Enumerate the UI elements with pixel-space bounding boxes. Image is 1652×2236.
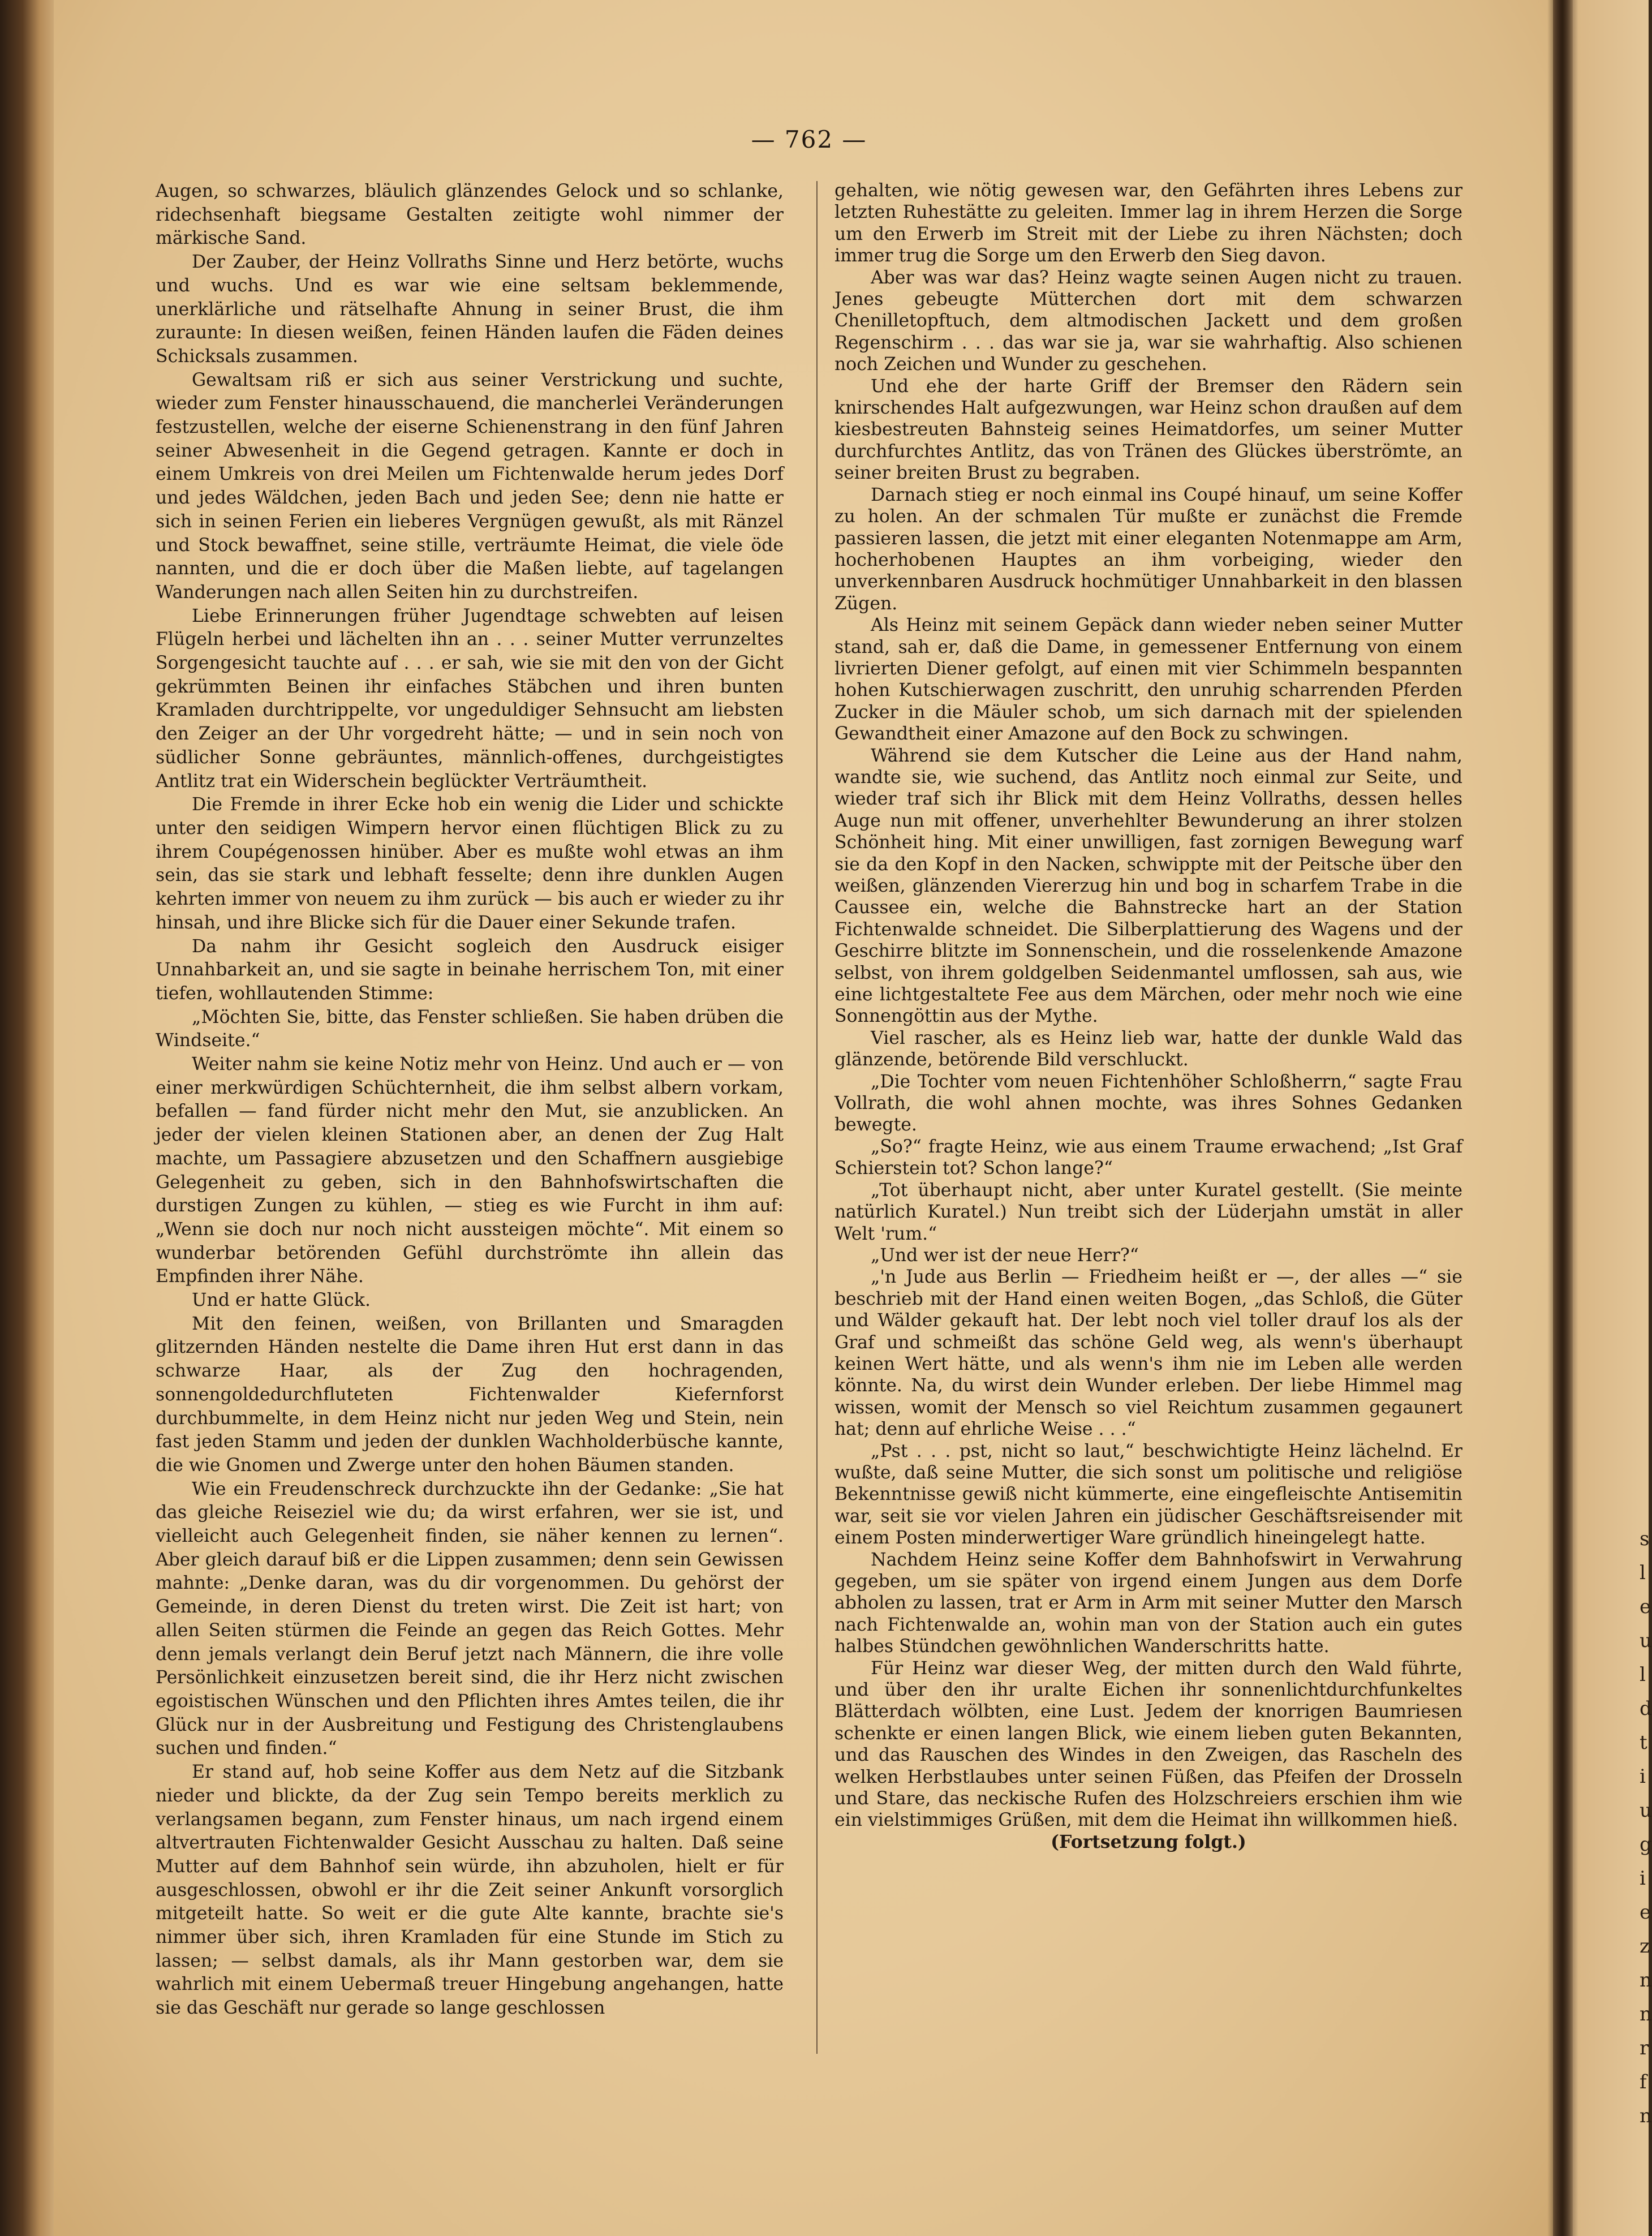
- article-paragraph: Mit den feinen, weißen, von Brillanten und Smaragden glitzernden Händen nestelte die Dame ihren Hut erst dann in das schwarze Haar, als der Zug den hochragenden, sonnengoldedurchfluteten Fichtenwalder Kiefernforst durchbummelte, in dem Heinz nicht nur jeden Weg und Stein, nein fast jeden Stamm und jeden der dunklen Wachholderbüsche kannte, die wie Gnomen und Zwerge unter den hohen Bäumen standen.: [156, 1313, 784, 1476]
- article-paragraph: Da nahm ihr Gesicht sogleich den Ausdruck eisiger Unnahbarkeit an, und sie sagte in beinahe herrischem Ton, mit einer tiefen, wohllautenden Stimme:: [156, 936, 784, 1004]
- column-divider: [816, 181, 818, 2054]
- article-paragraph: „So?“ fragte Heinz, wie aus einem Traume erwachend; „Ist Graf Schierstein tot? Schon lange?“: [834, 1136, 1462, 1179]
- edge-letter: d: [1640, 1697, 1652, 1720]
- edge-letter: n: [1640, 2105, 1652, 2127]
- article-paragraph: Während sie dem Kutscher die Leine aus der Hand nahm, wandte sie, wie suchend, das Antlitz noch einmal zur Seite, und wieder traf sich ihr Blick mit dem Heinz Vollraths, dessen helles Auge nun mit offener, unverhehlter Bewunderung an ihrer stolzen Schönheit hing. Mit einer unwilligen, fast zornigen Bewegung warf sie da den Kopf in den Nacken, schwippte mit der Peitsche über den weißen, glänzenden Viererzug hin und bog in scharfem Trabe in die Caussee ein, welche die Bahnstrecke hart an der Station Fichtenwalde schneidet. Die Silberplattierung des Wagens und der Geschirre blitzte im Sonnenschein, und die rosselenkende Amazone selbst, von ihrem goldgelben Seidenmantel umflossen, sah aus, wie eine lichtgestaltete Fee aus dem Märchen, oder mehr noch wie eine Sonnengöttin aus der Mythe.: [834, 745, 1462, 1027]
- continuation-notice: (Fortsetzung folgt.): [1051, 1831, 1246, 1852]
- edge-letter: r: [1640, 2037, 1649, 2059]
- article-paragraph: Wie ein Freudenschreck durchzuckte ihn der Gedanke: „Sie hat das gleiche Reiseziel wie du; da wirst erfahren, wer sie ist, und vielleicht auch Gelegenheit finden, sie näher kennen zu lernen“. Aber gleich darauf biß er die Lippen zusammen; denn sein Gewissen mahnte: „Denke daran, was du dir vorgenommen. Du gehörst der Gemeinde, in deren Dienst du treten wirst. Die Zeit ist hart; von allen Seiten stürmen die Feinde an gegen das Reich Gottes. Mehr denn jemals verlangt dein Beruf jetzt nach Männern, die ihre volle Persönlichkeit einzusetzen bereit sind, die ihr Herz nicht zwischen egoistischen Wünschen und den Pflichten ihres Amtes teilen, die ihr Glück nur in der Ausbreitung und Festigung des Christenglaubens suchen und finden.“: [156, 1478, 784, 1759]
- edge-letter: u: [1640, 1629, 1652, 1652]
- article-paragraph: Die Fremde in ihrer Ecke hob ein wenig die Lider und schickte unter den seidigen Wimpern hervor einen flüchtigen Blick zu zu ihrem Coupégenossen hinüber. Aber es mußte wohl etwas an ihm sein, das sie stark und lebhaft fesselte; denn ihre dunklen Augen kehrten immer von neuem zu ihm zurück — bis auch er wieder zu ihr hinsah, und ihre Blicke sich für die Dauer einer Sekunde trafen.: [156, 794, 784, 933]
- article-paragraph: „'n Jude aus Berlin — Friedheim heißt er —, der alles —“ sie beschrieb mit der Hand einen weiten Bogen, „das Schloß, die Güter und Wälder gekauft hat. Der lebt noch viel toller drauf los als der Graf und schmeißt das schöne Geld weg, als wenn's überhaupt keinen Wert hätte, und als wenn's ihm nie im Leben alle werden könnte. Na, du wirst dein Wunder erleben. Der liebe Himmel mag wissen, womit der Mensch so viel Reichtum zusammen gegaunert hat; denn auf ehrliche Weise . . .“: [834, 1267, 1462, 1440]
- article-paragraph: Der Zauber, der Heinz Vollraths Sinne und Herz betörte, wuchs und wuchs. Und es war wie eine seltsam beklemmende, unerklärliche und rätselhafte Ahnung in seiner Brust, die ihm zuraunte: In diesen weißen, feinen Händen laufen die Fäden deines Schicksals zusammen.: [156, 252, 784, 367]
- left-column: [156, 180, 784, 2020]
- article-paragraph: Augen, so schwarzes, bläulich glänzendes Gelock und so schlanke, ridechsenhaft biegsame Gestalten zeitigte wohl nimmer der märkische Sand.: [156, 181, 784, 249]
- edge-letter: f: [1640, 2071, 1647, 2093]
- edge-letter: l: [1640, 1663, 1646, 1686]
- edge-letter: n: [1640, 2003, 1652, 2026]
- article-paragraph: Und ehe der harte Griff der Bremser den Rädern sein knirschendes Halt aufgezwungen, war Heinz schon draußen auf dem kiesbestreuten Bahnsteig seines Heimatdorfes, um seiner Mutter durchfurchtes Antlitz, das von Tränen des Glückes überströmte, an seiner breiten Brust zu begraben.: [834, 376, 1462, 484]
- right-column: [834, 180, 1462, 1853]
- article-paragraph: Aber was war das? Heinz wagte seinen Augen nicht zu trauen. Jenes gebeugte Mütterchen dort mit dem schwarzen Chenilletopftuch, dem altmodischen Jackett und dem großen Regenschirm . . . das war sie ja, war sie wahrhaftig. Also schienen noch Zeichen und Wunder zu geschehen.: [834, 267, 1462, 375]
- edge-letter: l: [1640, 1562, 1646, 1584]
- adjacent-page-edge: [1573, 0, 1652, 2236]
- article-paragraph: „Und wer ist der neue Herr?“: [871, 1245, 1139, 1266]
- edge-letter: s: [1640, 1528, 1650, 1550]
- article-paragraph: Liebe Erinnerungen früher Jugendtage schwebten auf leisen Flügeln herbei und lächelten ihn an . . . seiner Mutter verrunzeltes Sorgengesicht tauchte auf . . . er sah, wie sie mit den von der Gicht gekrümmten Beinen ihr einfaches Stäbchen und ihren bunten Kramladen durchtrippelte, vor ungeduldiger Sehnsucht am liebsten den Zeiger an der Uhr vorgedreht hätte; — und in sein noch von südlicher Sonne gebräuntes, männlich-offenes, durchgeistigtes Antlitz trat ein Widerschein beglückter Verträumtheit.: [156, 605, 784, 792]
- article-paragraph: „Tot überhaupt nicht, aber unter Kuratel gestellt. (Sie meinte natürlich Kuratel.) Nun treibt sich der Lüderjahn umstät in aller Welt 'rum.“: [834, 1180, 1462, 1244]
- article-paragraph: Als Heinz mit seinem Gepäck dann wieder neben seiner Mutter stand, sah er, daß die Dame, in gemessener Entfernung von einem livrierten Diener gefolgt, auf einen mit vier Schimmeln bespannten hohen Kutschierwagen zuschritt, den unruhig scharrenden Pferden Zucker in die Mäuler schob, um sich darnach mit der spielenden Gewandtheit einer Amazone auf den Bock zu schwingen.: [834, 615, 1462, 745]
- binding-gutter: [1547, 0, 1573, 2236]
- edge-letter: n: [1640, 1969, 1652, 1992]
- edge-letter: e: [1640, 1901, 1651, 1924]
- article-paragraph: Und er hatte Glück.: [192, 1290, 371, 1311]
- edge-letter: e: [1640, 1596, 1651, 1618]
- article-paragraph: „Möchten Sie, bitte, das Fenster schließen. Sie haben drüben die Windseite.“: [156, 1007, 784, 1051]
- article-paragraph: „Die Tochter vom neuen Fichtenhöher Schloßherrn,“ sagte Frau Vollrath, die wohl ahnen mochte, was ihres Sohnes Gedanken bewegte.: [834, 1071, 1462, 1136]
- article-paragraph: Gewaltsam riß er sich aus seiner Verstrickung und suchte, wieder zum Fenster hinausschauend, die mancherlei Veränderungen festzustellen, welche der eiserne Schienenstrang in den fünf Jahren seiner Abwesenheit in die Gegend getragen. Kannte er doch in einem Umkreis von drei Meilen um Fichtenwalde herum jedes Dorf und jedes Wäldchen, jeden Bach und jeden See; denn nie hatte er sich in seinen Ferien ein lieberes Vergnügen gewußt, als mit Ränzel und Stock bewaffnet, seine stille, verträumte Heimat, die viele öde nannten, und die er doch über die Maßen liebte, auf tagelangen Wanderungen nach allen Seiten hin zu durchstreifen.: [156, 369, 784, 603]
- article-paragraph: gehalten, wie nötig gewesen war, den Gefährten ihres Lebens zur letzten Ruhestätte zu geleiten. Immer lag in ihrem Herzen die Sorge um den Erwerb im Streit mit der Liebe zu ihren Nächsten; doch immer trug die Sorge um den Erwerb den Sieg davon.: [834, 180, 1462, 266]
- edge-letter: u: [1640, 1799, 1652, 1822]
- edge-letter: i: [1640, 1867, 1646, 1890]
- edge-letter: z: [1640, 1935, 1650, 1958]
- edge-letter: g: [1640, 1833, 1652, 1856]
- article-paragraph: Nachdem Heinz seine Koffer dem Bahnhofswirt in Verwahrung gegeben, um sie später von irgend einem Jungen aus dem Dorfe abholen zu lassen, trat er Arm in Arm mit seiner Mutter den Marsch nach Fichtenwalde an, wohin man von der Station auch ein gutes halbes Stündchen gewöhnlichen Wanderschritts hatte.: [834, 1549, 1462, 1657]
- article-paragraph: Für Heinz war dieser Weg, der mitten durch den Wald führte, und über den ihr uralte Eichen ihr sonnenlichtdurchfunkeltes Blätterdach wölbten, eine Lust. Jedem der knorrigen Baumriesen schenkte er einen langen Blick, wie einem lieben guten Bekannten, und das Rauschen des Windes in den Zweigen, das Rascheln des welken Herbstlaubes unter seinen Füßen, das Pfeifen der Drosseln und Stare, das neckische Rufen des Holzschreiers erschien ihm wie ein vielstimmiges Grüßen, mit dem die Heimat ihn willkommen hieß.: [834, 1658, 1462, 1831]
- article-paragraph: Er stand auf, hob seine Koffer aus dem Netz auf die Sitzbank nieder und blickte, da der Zug sein Tempo bereits merklich zu verlangsamen begann, zum Fenster hinaus, um nach irgend einem altvertrauten Fichtenwalder Gesicht Ausschau zu halten. Daß seine Mutter auf dem Bahnhof sein würde, ihn abzuholen, hielt er für ausgeschlossen, obwohl er ihr die Zeit seiner Ankunft vorsorglich mitgeteilt hatte. So weit er die gute Alte kannte, brachte sie's nimmer über sich, ihren Kramladen für eine Stunde im Stich zu lassen; — selbst damals, als ihr Mann gestorben war, dem sie wahrlich mit einem Uebermaß treuer Hingebung angehangen, hatte sie das Geschäft nur gerade so lange geschlossen: [156, 1762, 784, 2019]
- article-paragraph: „Pst . . . pst, nicht so laut,“ beschwichtigte Heinz lächelnd. Er wußte, daß seine Mutter, die sich sonst um politische und religiöse Bekenntnisse gewiß nicht kümmerte, eine eingefleischte Antisemitin war, seit sie vor vielen Jahren ein jüdischer Geschäftsreisender mit einem Posten minderwertiger Ware gründlich hineingelegt hatte.: [834, 1440, 1462, 1549]
- edge-letter: t: [1640, 1731, 1647, 1754]
- edge-letter: i: [1640, 1765, 1646, 1788]
- article-paragraph: Viel rascher, als es Heinz lieb war, hatte der dunkle Wald das glänzende, betörende Bild verschluckt.: [834, 1027, 1462, 1070]
- page-number: — 762 —: [751, 126, 867, 153]
- article-paragraph: Weiter nahm sie keine Notiz mehr von Heinz. Und auch er — von einer merkwürdigen Schüchternheit, die ihm selbst albern vorkam, befallen — fand fürder nicht mehr den Mut, sie anzublicken. An jeder der vielen kleinen Stationen aber, an denen der Zug Halt machte, um Passagiere abzusetzen und den Schaffnern ausgiebige Gelegenheit zu geben, sich in den Bahnhofswirtschaften die durstigen Zungen zu kühlen, — stieg es wie Furcht in ihm auf: „Wenn sie doch nur noch nicht aussteigen möchte“. Mit einem so wunderbar betörenden Gefühl durchströmte ihn allein das Empfinden ihrer Nähe.: [156, 1054, 784, 1287]
- article-paragraph: Darnach stieg er noch einmal ins Coupé hinauf, um seine Koffer zu holen. An der schmalen Tür mußte er zunächst die Fremde passieren lassen, die jetzt mit einer eleganten Notenmappe am Arm, hocherhobenen Hauptes an ihm vorbeiging, wieder den unverkennbaren Ausdruck hochmütiger Unnahbarkeit in den blassen Zügen.: [834, 484, 1462, 614]
